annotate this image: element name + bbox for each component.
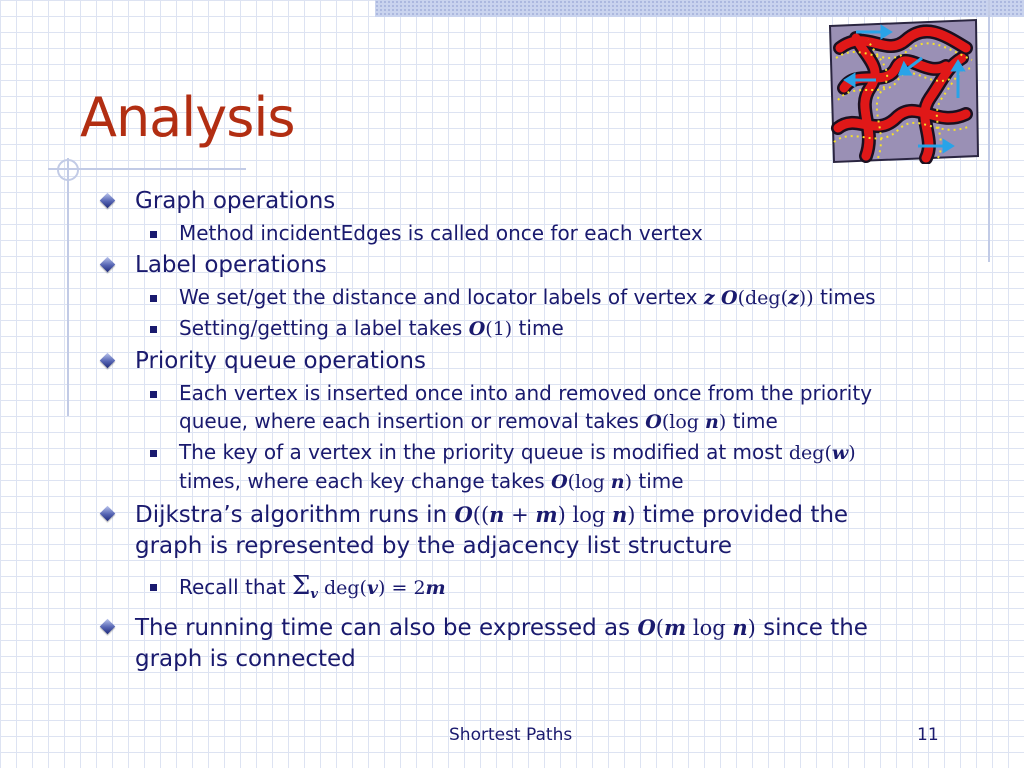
math-text: ) log — [557, 503, 612, 527]
math-text: (( — [472, 503, 490, 527]
diamond-bullet-icon — [100, 257, 116, 273]
square-bullet-icon — [150, 231, 157, 238]
math-text: ) — [747, 616, 756, 640]
math-sigma: Σ — [292, 571, 311, 601]
math-text: )) — [798, 287, 814, 309]
maze-paths-clipart-icon — [826, 18, 980, 164]
math-var-m: m — [535, 502, 558, 527]
bullet-text: The key of a vertex in the priority queue is modified at most — [179, 440, 789, 464]
math-text: deg( — [317, 577, 367, 599]
bullet-text: Recall that — [179, 575, 292, 599]
bullet-text: Method incidentEdges is called once for each vertex — [179, 221, 703, 245]
math-var-m: m — [425, 577, 446, 599]
diamond-bullet-icon — [100, 193, 116, 209]
square-bullet-icon — [150, 326, 157, 333]
sub-bullet-incident-edges — [100, 219, 980, 247]
bullet-dijkstra-runtime — [100, 499, 980, 562]
bullet-text: Dijkstra’s algorithm runs in — [135, 502, 455, 528]
math-big-o: O — [454, 502, 473, 527]
bullet-text: time — [632, 469, 684, 493]
circle-ornament — [57, 159, 79, 181]
diamond-bullet-icon — [100, 619, 116, 635]
bullet-text: time — [726, 409, 778, 433]
bullet-text: We set/get the distance and locator labels of vertex — [179, 285, 704, 309]
math-var-z: z — [703, 287, 715, 309]
math-text: ) — [718, 411, 727, 433]
math-text: + — [504, 503, 536, 527]
math-text: ( — [655, 616, 664, 640]
bullet-text: graph is represented by the adjacency list structure — [135, 533, 733, 559]
right-accent-line — [988, 0, 990, 262]
sub-bullet-label-time — [100, 314, 980, 343]
bullet-text: graph is connected — [135, 646, 356, 672]
square-bullet-icon — [150, 295, 157, 302]
square-bullet-icon — [150, 450, 157, 457]
math-var-w: w — [831, 442, 849, 464]
math-var-v: v — [366, 577, 379, 599]
footer-title: Shortest Paths — [449, 725, 573, 745]
bullet-label-operations — [100, 250, 980, 281]
bullet-text: since the — [755, 615, 868, 641]
diamond-bullet-icon — [100, 353, 116, 369]
diamond-bullet-icon — [100, 506, 116, 522]
math-big-o: O — [637, 615, 656, 640]
bullet-text: times, where each key change takes — [179, 469, 552, 493]
square-bullet-icon — [150, 584, 157, 591]
sub-bullet-recall-sum — [100, 572, 980, 609]
bullet-text: time provided the — [635, 502, 849, 528]
math-text: ) — [627, 503, 636, 527]
slide-content — [100, 183, 980, 675]
bullet-text: times — [813, 285, 876, 309]
bullet-text: time — [512, 316, 564, 340]
square-bullet-icon — [150, 391, 157, 398]
math-var-n: n — [610, 471, 625, 493]
page-number: 11 — [917, 725, 939, 745]
bullet-text: queue, where each insertion or removal takes — [179, 409, 646, 433]
bullet-running-time — [100, 612, 980, 675]
bullet-text: Each vertex is inserted once into and removed once from the priority — [179, 381, 873, 405]
math-var-n: n — [489, 502, 505, 527]
math-text: (1) — [485, 318, 513, 340]
math-text: (deg( — [737, 287, 788, 309]
sub-bullet-insert-remove — [100, 379, 980, 436]
math-var-n: n — [611, 502, 628, 527]
math-subscript-v: v — [310, 587, 318, 602]
math-text: ) — [848, 442, 856, 464]
bullet-graph-operations — [100, 186, 980, 217]
top-decorative-band — [375, 0, 1024, 17]
bullet-text: Setting/getting a label takes — [179, 316, 469, 340]
math-text: (log — [567, 471, 611, 493]
math-big-o: O — [645, 411, 662, 433]
math-text: ) — [624, 471, 633, 493]
math-big-o: O — [468, 318, 486, 340]
math-var-n: n — [732, 615, 748, 640]
math-var-z: z — [788, 287, 799, 309]
bullet-text: The running time can also be expressed as — [135, 615, 638, 641]
sub-bullet-key-change — [100, 438, 980, 496]
math-var-m: m — [663, 615, 687, 640]
left-accent-line — [67, 158, 69, 416]
bullet-priority-queue — [100, 346, 980, 377]
math-var-n: n — [704, 411, 719, 433]
math-big-o: O — [721, 287, 738, 309]
bullet-text: Label operations — [135, 252, 327, 278]
math-big-o: O — [551, 471, 568, 493]
math-text: (log — [661, 411, 705, 433]
math-text: ) = 2 — [378, 577, 426, 599]
math-text: log — [686, 616, 733, 640]
slide-title: Analysis — [80, 86, 295, 149]
math-text: deg( — [788, 442, 832, 464]
bullet-text: Graph operations — [135, 188, 336, 214]
bullet-text: Priority queue operations — [135, 348, 426, 374]
sub-bullet-set-get-labels — [100, 283, 980, 312]
